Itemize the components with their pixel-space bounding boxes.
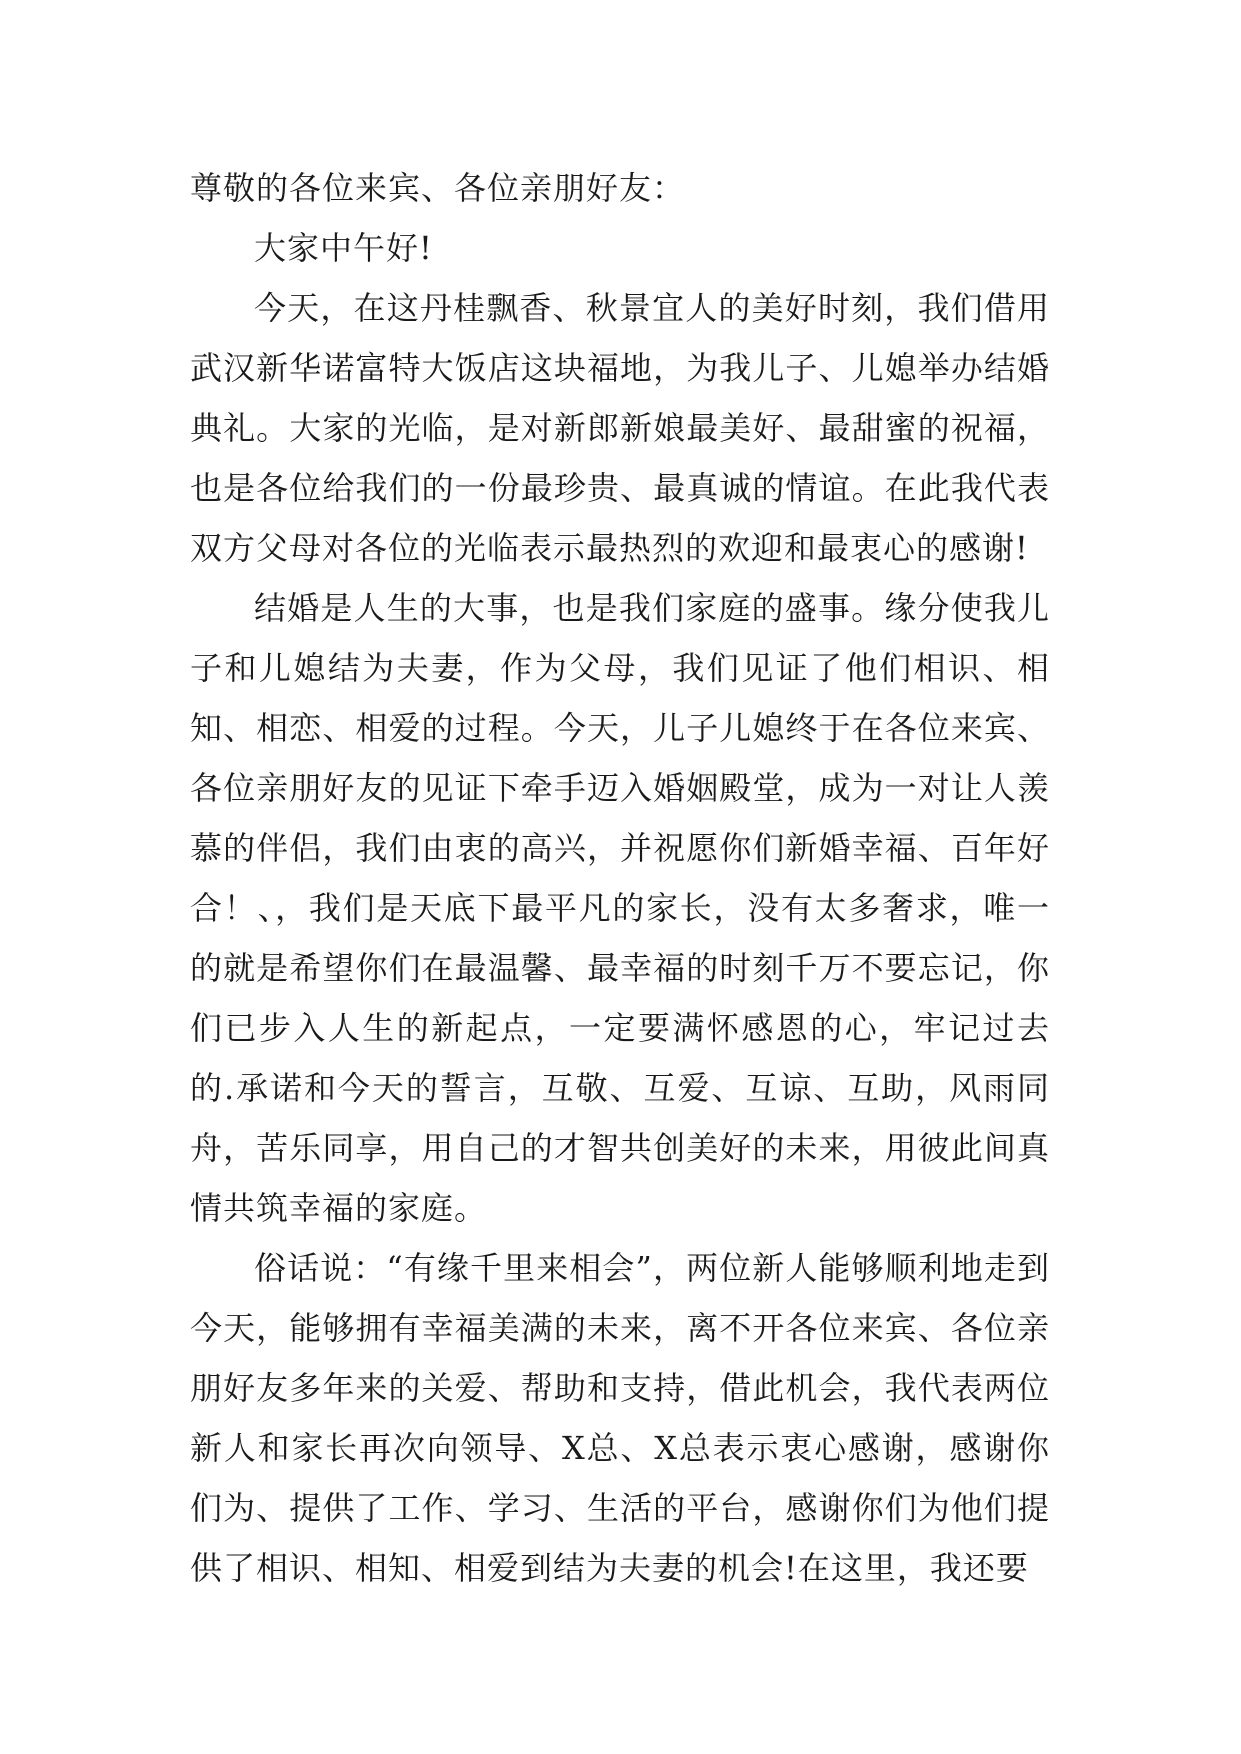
paragraph-greeting: 大家中午好! [254, 229, 433, 267]
paragraph-welcome: 今天，在这丹桂飘香、秋景宜人的美好时刻，我们借用武汉新华诺富特大饭店这块福地，为我儿子、儿媳举办结婚典礼。大家的光临，是对新郎新娘最美好、最甜蜜的祝福，也是各位给我们的一份最珍贵、最真诚的情谊。在此我代表双方父母对各位的光临表示最热烈的欢迎和最衷心的感谢! [190, 289, 1050, 567]
paragraph-thanks: 俗话说：“有缘千里来相会”，两位新人能够顺利地走到今天，能够拥有幸福美满的未来，离不开各位来宾、各位亲朋好友多年来的关爱、帮助和支持，借此机会，我代表两位新人和家长再次向领导、X总、X总表示衷心感谢，感谢你们为、提供了工作、学习、生活的平台，感谢你们为他们提供了相识、相知、相爱到结为夫妻的机会!在这里，我还要 [190, 1249, 1050, 1587]
body-text [190, 158, 1050, 1598]
salutation: 尊敬的各位来宾、各位亲朋好友： [190, 169, 686, 207]
paragraph-marriage: 结婚是人生的大事，也是我们家庭的盛事。缘分使我儿子和儿媳结为夫妻，作为父母，我们见证了他们相识、相知、相恋、相爱的过程。今天，儿子儿媳终于在各位来宾、各位亲朋好友的见证下牵手迈入婚姻殿堂，成为一对让人羡慕的伴侣，我们由衷的高兴，并祝愿你们新婚幸福、百年好合！、，我们是天底下最平凡的家长，没有太多奢求，唯一的就是希望你们在最温馨、最幸福的时刻千万不要忘记，你们已步入人生的新起点，一定要满怀感恩的心，牢记过去的.承诺和今天的誓言，互敬、互爱、互谅、互助，风雨同舟，苦乐同享，用自己的才智共创美好的未来，用彼此间真情共筑幸福的家庭。 [190, 589, 1050, 1227]
